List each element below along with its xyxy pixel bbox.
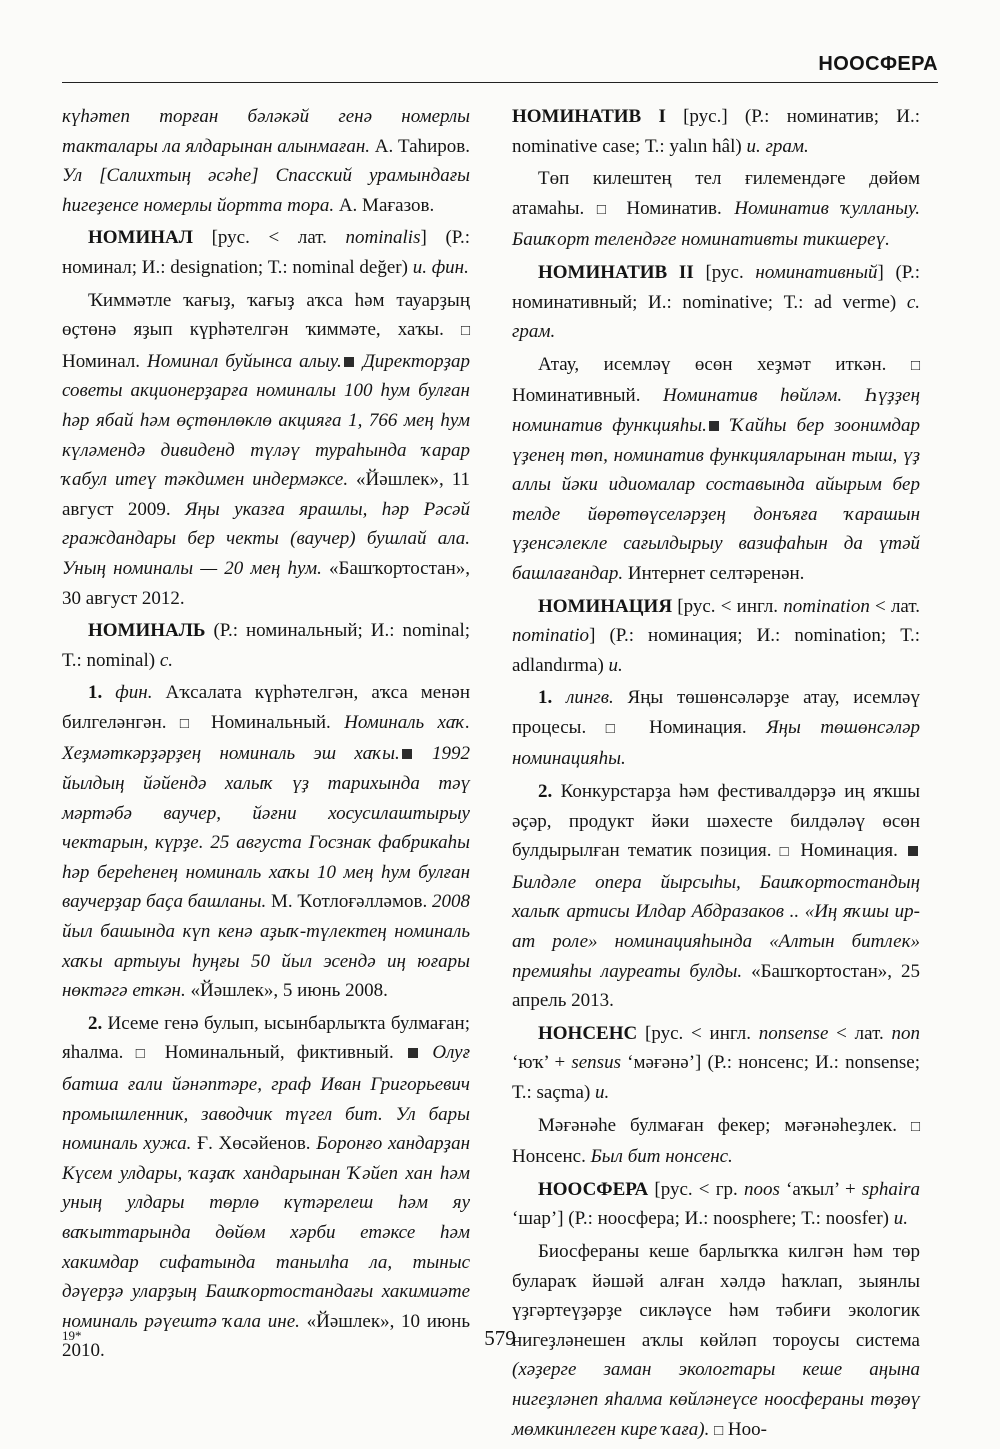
entry-headword: 1. <box>88 682 103 704</box>
russian-equivalent-icon: □ <box>460 323 470 340</box>
entry-headword: НОМИНАЛЬ <box>88 620 206 642</box>
entry-example: noos <box>743 1178 780 1200</box>
signature-mark: 19* <box>62 1328 82 1343</box>
entry-example: Ҡайһы бер зоонимдар үҙенең төп, номинатив функцияларынан тыш, үҙ аллы йәки идиомалар составында айырым бер телде йөрөтөүселәрҙең донъяға ҡарашын үҙенсәлекле сағылдырыу вазифаһын да үтәй башлағандар. <box>512 414 921 584</box>
right-column <box>512 102 920 1449</box>
entry-text: Номинативный. <box>512 385 664 407</box>
entry-headword: НОМИНАЛ <box>88 227 193 249</box>
entry-example: с. грам. <box>512 291 920 343</box>
entry-example: күһәтеп торған бәләкәй генә номерлы такталары ла ялдарынан алынмаған. <box>62 106 470 157</box>
entry-headword: НОМИНАЦИЯ <box>538 595 673 617</box>
entry-example: (хәҙерге заман экологтары кеше аңына нигеҙләнеп яһалма көйләнеүсе ноосфераны төҙөү мөмкинлеген кире ҡаға). <box>512 1359 920 1440</box>
entry-text: [рус. < гр. <box>648 1178 744 1200</box>
entry-text: «Башҡортостан», 25 апрель 2013. <box>512 960 920 1012</box>
entry-text: ] (Р.: номинация; И.: nomination; Т.: adlandırma) <box>512 625 920 676</box>
russian-equivalent-icon: □ <box>910 1118 920 1135</box>
entry-example: Директорҙар советы акционерҙарға номиналы 100 һум булған һәр ябай һәм өҫтөнлөклө акцияға 1, 766 мең һум күләмендә дивиденд түләү тураһында ҡарар ҡабул итеү тәкдимен индермәксе. <box>62 350 470 491</box>
entry-example: nominatio <box>512 625 590 647</box>
entry-example: Ул [Салихтың әсәһе] Спасский урамындағы һигеҙенсе номерлы йортта тора. <box>62 165 470 216</box>
entry-text: Конкурстарҙа һәм фестивалдәрҙә иң яҡшы әҫәр, продукт йәки шәхесте билдәләү өсөн булдырылған тематик позиция. <box>512 781 920 862</box>
entry-example: и. фин. <box>412 256 469 278</box>
right-paragraph <box>512 683 920 774</box>
entry-text: Аҡсалата күрһәтелгән, аҡса менән билгеләнгән. <box>62 682 470 733</box>
russian-equivalent-icon: □ <box>135 1046 153 1063</box>
entry-example: и. грам. <box>746 135 809 157</box>
russian-equivalent-icon: □ <box>605 720 630 737</box>
entry-example: Яңы указға ярашлы, һәр Рәсәй граждандары бер чекты (ваучер) бушлай ала. Уның номиналы — 20 мең һум. <box>62 498 470 579</box>
entry-text: Нонсенс. <box>512 1146 591 1168</box>
example-marker-icon <box>408 1048 418 1058</box>
russian-equivalent-icon: □ <box>179 715 198 732</box>
russian-equivalent-icon: □ <box>714 1422 724 1439</box>
entry-text: Номинатив. <box>613 197 735 219</box>
left-column <box>62 102 470 1369</box>
entry-text: ] (Р.: номинативный; И.: nominative; Т.: ad verme) <box>512 261 921 313</box>
entry-example: фин. <box>102 682 153 704</box>
entry-example: Был бит нонсенс. <box>590 1146 733 1168</box>
running-head <box>62 46 938 83</box>
entry-headword: НОМИНАТИВ I <box>512 106 666 127</box>
entry-text: [рус. < лат. <box>192 227 346 249</box>
entry-text: [рус.] (Р.: номинатив; И.: nominative case; Т.: yalın hâl) <box>512 106 920 157</box>
entry-text: Яңы төшөнсәләрҙе атау, исемләү процесы. <box>512 687 920 738</box>
entry-text: А. Мағазов. <box>334 194 435 216</box>
left-paragraph <box>62 616 470 675</box>
left-paragraph <box>62 1009 470 1366</box>
entry-text: Номинал. <box>62 350 147 372</box>
russian-equivalent-icon: □ <box>910 357 920 374</box>
entry-text: Исеме генә булып, ысынбарлыҡта булмаған; яһалма. <box>62 1012 470 1064</box>
entry-example: Билдәле опера йырсыһы, Башҡортостандың халыҡ артисы Илдар Абдразаков .. «Иң яҡшы ир-ат роле» номинацияһында «Алтын битлек» премияһы лауреаты булды. <box>512 871 920 982</box>
entry-text: (Р.: номинальный; И.: nominal; Т.: nominal) <box>62 620 470 671</box>
entry-text: М. Ҡотлоғәлләмов. <box>266 891 432 913</box>
entry-text: Номинация. <box>792 840 906 862</box>
page-number: 579 <box>484 1326 516 1350</box>
entry-text: [рус. < ингл. <box>637 1022 759 1044</box>
entry-example: Номинал буйынса алыу. <box>146 350 342 372</box>
entry-example: Олуғ батша ғали йәнәптәре, граф Иван Григорьевич промышленник, заводчик түгел бит. Ул бары номиналь хужа. <box>62 1042 470 1155</box>
right-paragraph <box>512 777 920 1016</box>
entry-example: и. <box>595 1082 610 1103</box>
entry-example: nonsense <box>758 1022 829 1044</box>
entry-text: < лат. <box>869 595 921 617</box>
entry-headword: 1. <box>538 687 553 709</box>
entry-text: Мәғәнәһе булмаған фекер; мәғәнәһеҙлек. <box>538 1114 911 1136</box>
right-paragraph <box>512 350 920 589</box>
left-paragraph <box>62 286 470 614</box>
entry-example: nominalis <box>345 227 421 249</box>
entry-text: ‘мәғәнә’] (Р.: нонсенс; И.: nonsense; Т.: saçma) <box>512 1052 921 1103</box>
entry-text: Интернет селтәренән. <box>623 562 805 584</box>
entry-example: и. <box>608 654 623 676</box>
entry-example: номинативный <box>755 261 878 283</box>
right-paragraph <box>512 258 920 347</box>
right-paragraph <box>512 164 920 255</box>
entry-example: Номинатив һөйләм. Һүҙҙең номинатив функцияһы. <box>512 385 920 436</box>
example-marker-icon <box>709 421 719 431</box>
russian-equivalent-icon: □ <box>779 844 793 861</box>
entry-headword: 2. <box>538 781 553 803</box>
entry-example: Номинатив ҡулланыу. Башҡорт телендәге номинативты тикшереү. <box>512 197 920 251</box>
entry-text: Ғ. Хөсәйенов. <box>191 1133 317 1155</box>
entry-example: Яңы төшөнсәләр номинацияһы. <box>512 716 921 770</box>
entry-headword: НООСФЕРА <box>538 1178 649 1200</box>
entry-text: А. Таһиров. <box>370 135 470 157</box>
right-paragraph <box>512 1019 920 1108</box>
entry-text: Номинация. <box>629 716 767 738</box>
entry-text: ] (Р.: номинал; И.: designation; Т.: nominal değer) <box>62 227 470 278</box>
entry-example: Номиналь хаҡ. Хеҙмәткәрҙәрҙең номиналь эш хаҡы. <box>62 711 470 765</box>
entry-example: лингв. <box>552 687 614 709</box>
entry-example: nomination <box>783 595 870 617</box>
right-paragraph <box>512 1111 920 1172</box>
entry-text: Номинальный, фиктивный. <box>152 1042 407 1064</box>
entry-text: Атау, исемләү өсөн хеҙмәт иткән. <box>538 353 911 375</box>
example-marker-icon <box>908 846 918 856</box>
right-paragraph <box>512 1175 920 1234</box>
entry-text: ‘шар’] (Р.: ноосфера; И.: noosphere; Т.: noosfer) <box>512 1208 894 1230</box>
entry-text: «Йәшлек», 5 июнь 2008. <box>185 980 388 1002</box>
entry-example: non <box>891 1022 920 1044</box>
example-marker-icon <box>344 357 354 367</box>
entry-text: < лат. <box>828 1022 892 1044</box>
running-head-title: НООСФЕРА <box>818 53 938 75</box>
entry-text: «Йәшлек», 11 август 2009. <box>62 469 470 520</box>
entry-headword: НОМИНАТИВ II <box>538 261 694 283</box>
entry-text: [рус. < ингл. <box>672 595 784 617</box>
entry-text: Төп килештең тел ғилемендәге дөйөм атамаһы. <box>512 168 920 219</box>
entry-example: и. <box>893 1208 909 1230</box>
entry-example: 1992 йылдың йәйендә халыҡ үҙ тарихында тәү мәртәбә ваучер, йәғни хосусилаштырыу чектарын, күрҙе. 25 августа Госзнак фабрикаһы һәр береһенең номиналь хаҡы 10 мең һум булған ваучерҙар баҫа башланы. <box>62 743 470 913</box>
entry-text: Биосфераны кеше барлыҡҡа килгән һәм төр булараҡ йәшәй алған хәлдә һаҡлап, зыянлы үҙгәртеүҙәрҙе сикләүсе һәм тәбиғи экологик нигеҙләнешен аҡлы көйләп тороусы система <box>512 1240 920 1351</box>
left-paragraph <box>62 102 470 220</box>
right-paragraph <box>512 102 920 161</box>
entry-headword: 2. <box>88 1012 103 1034</box>
entry-text: Ноо- <box>723 1418 767 1440</box>
entry-example: Боронғо хандарҙан Күсем улдары, ҡаҙаҡ хандарынан Ҡәйеп хан һәм уның улдары төрлө күтәрелеш һәм яу ваҡыттарында дөйөм хәрби етәксе һәм хакимдар сифатында танылһа ла, тыныс дәүерҙә уларҙың Башҡортостандағы хакимиәте номиналь рәүештә ҡала ине. <box>62 1133 471 1332</box>
entry-text: Ҡиммәтле ҡағыҙ, ҡағыҙ аҡса һәм тауарҙың өҫтөнә яҙып күрһәтелгән ҡиммәте, хаҡы. <box>62 289 470 341</box>
entry-text: Номинальный. <box>197 711 345 733</box>
russian-equivalent-icon: □ <box>596 201 614 218</box>
entry-headword: НОНСЕНС <box>538 1022 638 1044</box>
left-paragraph <box>62 223 470 282</box>
right-paragraph <box>512 592 920 681</box>
entry-example: 2008 йыл башында күп кенә аҙыҡ-түлектең номиналь хаҡы артыуы һуңғы 50 йыл эсендә иң юғары нөктәгә еткән. <box>62 891 470 1002</box>
entry-example: sensus <box>571 1052 621 1074</box>
left-paragraph <box>62 678 470 1006</box>
entry-text: «Башҡортостан», 30 август 2012. <box>62 557 470 609</box>
example-marker-icon <box>402 749 412 759</box>
entry-text: ‘юҡ’ + <box>512 1052 572 1074</box>
entry-text: «Йәшлек», 10 июнь 2010. <box>62 1310 470 1362</box>
entry-example: sphaira <box>861 1178 920 1200</box>
page-footer <box>62 1326 938 1366</box>
entry-text: ‘аҡыл’ + <box>779 1178 862 1200</box>
entry-text: [рус. <box>693 261 756 283</box>
entry-example: с. <box>159 649 174 671</box>
